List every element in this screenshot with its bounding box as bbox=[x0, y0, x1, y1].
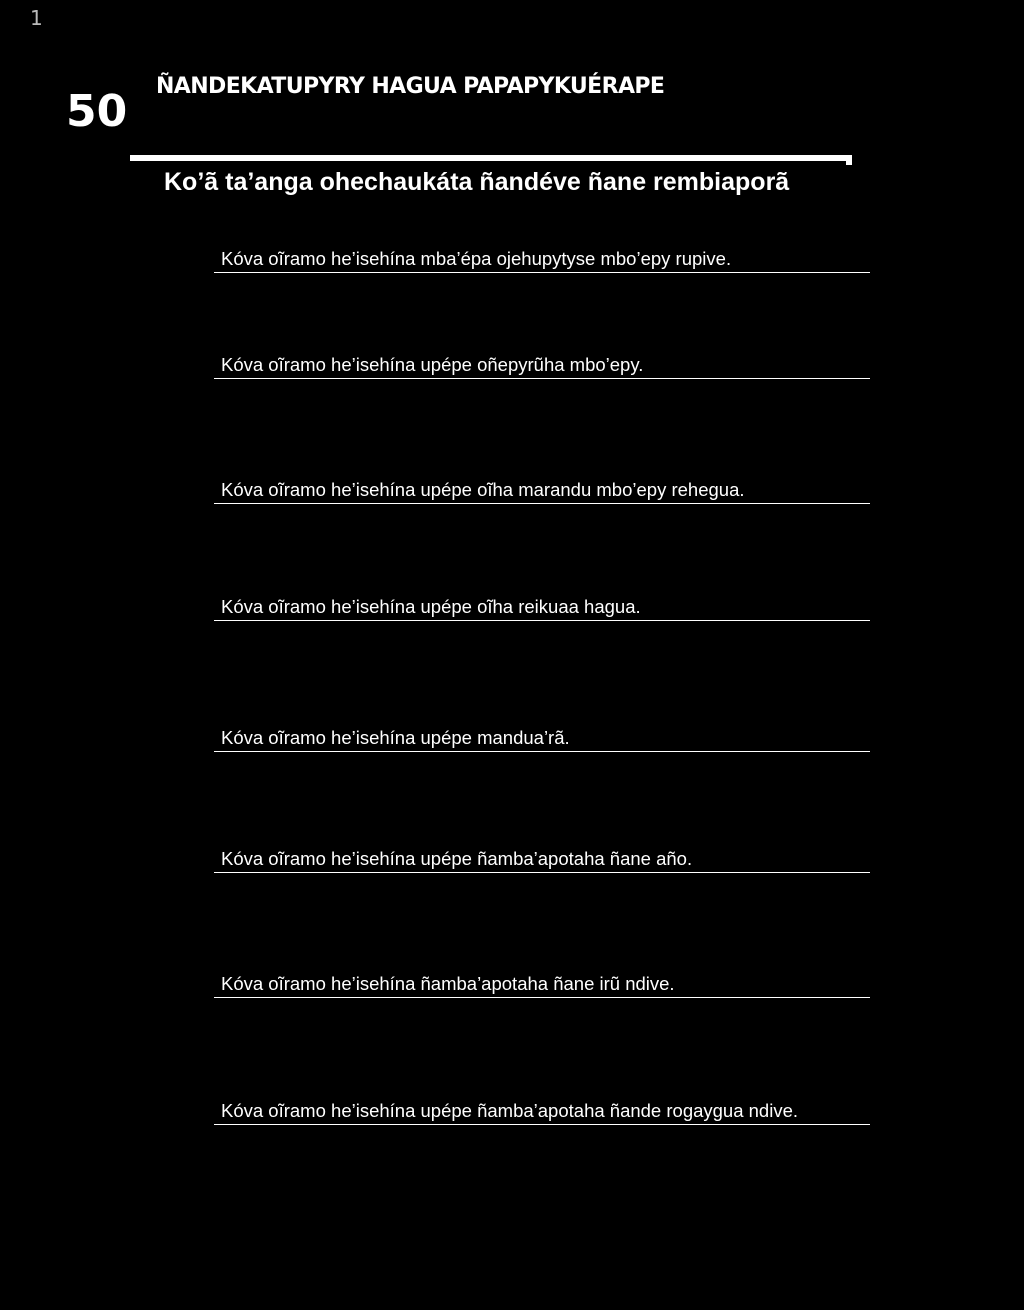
header-title: ÑANDEKATUPYRY HAGUA PAPAPYKUÉRAPE bbox=[156, 74, 665, 99]
list-item-text: Kóva oĩramo he’isehína upépe oĩha reikuaa hagua. bbox=[221, 596, 641, 617]
list-item bbox=[214, 248, 870, 273]
list-item bbox=[214, 727, 870, 752]
side-page-number bbox=[66, 80, 128, 137]
list-item-text: Kóva oĩramo he’isehína upépe oĩha marandu mbo’epy rehegua. bbox=[221, 479, 745, 500]
list-item-text: Kóva oĩramo he’isehína upépe mandua’rã. bbox=[221, 727, 570, 748]
side-page-number-text: 50 bbox=[66, 86, 128, 137]
list-item bbox=[214, 479, 870, 504]
title-bar-tip bbox=[846, 155, 852, 165]
section-title: Ko’ã ta’anga ohechaukáta ñandéve ñane rembiaporã bbox=[164, 168, 790, 196]
list-item bbox=[214, 848, 870, 873]
list-item bbox=[214, 354, 870, 379]
page-number: 1 bbox=[30, 6, 43, 30]
list-item bbox=[214, 596, 870, 621]
list-item-text: Kóva oĩramo he’isehína ñamba’apotaha ñane irũ ndive. bbox=[221, 973, 675, 994]
list-item bbox=[214, 1100, 870, 1125]
list-item-text: Kóva oĩramo he’isehína upépe ñamba’apotaha ñande rogaygua ndive. bbox=[221, 1100, 799, 1121]
title-bar bbox=[130, 155, 852, 161]
list-item-text: Kóva oĩramo he’isehína mba’épa ojehupytyse mbo’epy rupive. bbox=[221, 248, 732, 269]
list-item-text: Kóva oĩramo he’isehína upépe ñamba’apotaha ñane año. bbox=[221, 848, 693, 869]
list-item bbox=[214, 973, 870, 998]
list-item-text: Kóva oĩramo he’isehína upépe oñepyrũha mbo’epy. bbox=[221, 354, 644, 375]
